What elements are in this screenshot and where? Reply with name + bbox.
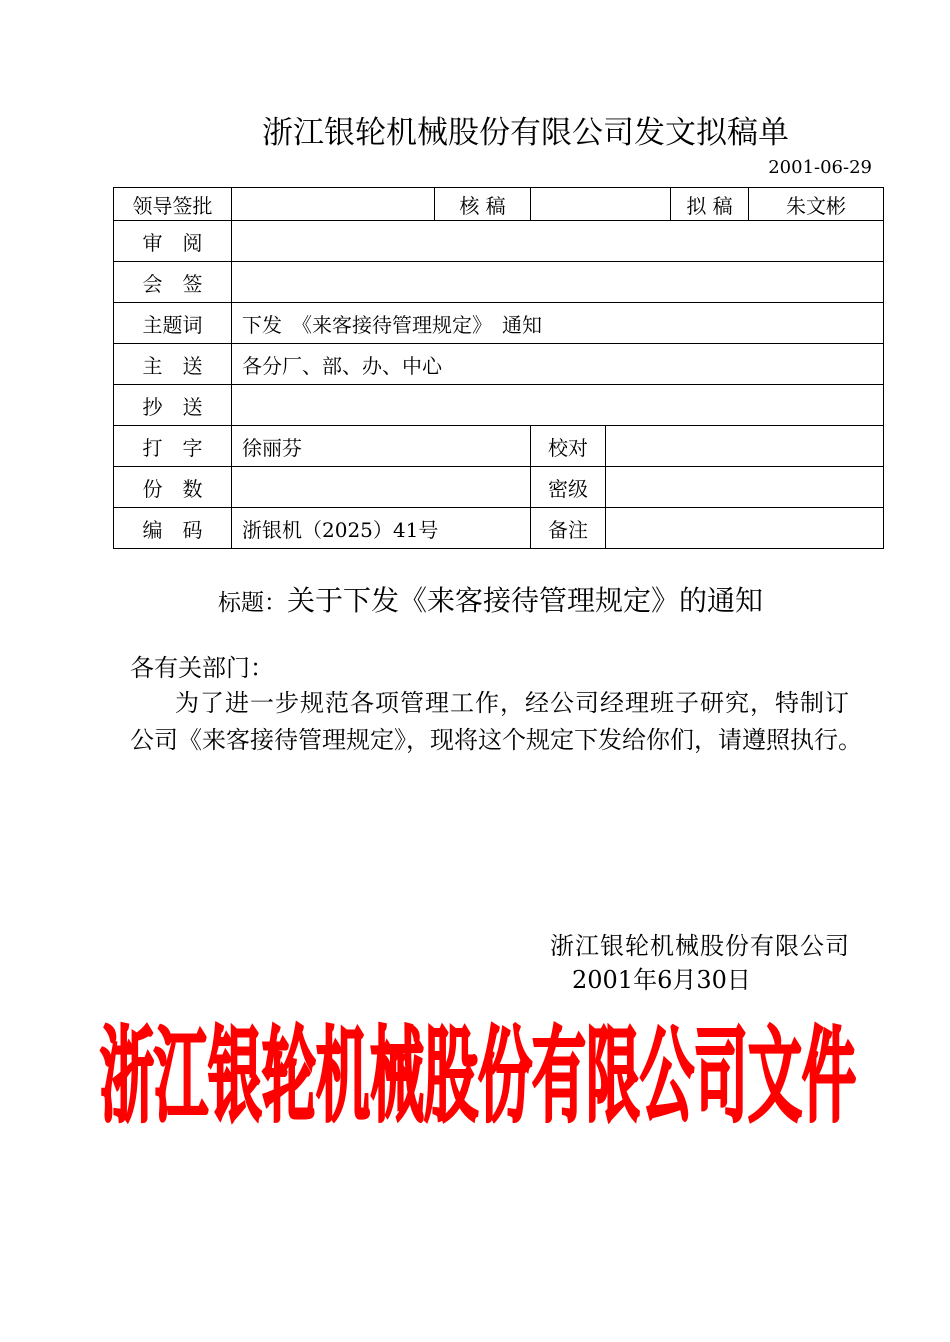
row-value-secondary [606, 426, 884, 467]
red-document-header: 浙江银轮机械股份有限公司文件 [100, 1016, 856, 1137]
row-label: 编 码 [114, 508, 232, 549]
leader-approval-label: 领导签批 [114, 188, 232, 221]
draft-label: 拟 稿 [671, 188, 749, 221]
row-value [232, 467, 531, 508]
row-label-secondary: 校对 [531, 426, 606, 467]
row-label-secondary: 备注 [531, 508, 606, 549]
row-value [232, 221, 884, 262]
row-label: 打 字 [114, 426, 232, 467]
row-label: 份 数 [114, 467, 232, 508]
form-row-review [114, 221, 884, 262]
row-value: 浙银机（2025）41号 [232, 508, 531, 549]
row-value: 徐丽芬 [232, 426, 531, 467]
heading-label: 标题： [218, 590, 287, 616]
form-title: 浙江银轮机械股份有限公司发文拟稿单 [262, 115, 789, 151]
form-header-row [114, 188, 884, 221]
drafter-value: 朱文彬 [749, 188, 884, 221]
form-row-typist [114, 426, 884, 467]
row-label: 主 送 [114, 344, 232, 385]
signature-org: 浙江银轮机械股份有限公司 [550, 932, 850, 960]
leader-approval-value [232, 188, 435, 221]
review-value [531, 188, 671, 221]
draft-form-table [113, 187, 884, 549]
body-line: 为了进一步规范各项管理工作，经公司经理班子研究，特制订 [175, 689, 850, 717]
row-value: 各分厂、部、办、中心 [232, 344, 884, 385]
row-label-secondary: 密级 [531, 467, 606, 508]
row-value: 下发 《来客接待管理规定》 通知 [232, 303, 884, 344]
row-label: 会 签 [114, 262, 232, 303]
row-label: 审 阅 [114, 221, 232, 262]
row-value [232, 262, 884, 303]
row-value [232, 385, 884, 426]
signature-date: 2001年6月30日 [572, 966, 751, 994]
form-row-keywords [114, 303, 884, 344]
salutation: 各有关部门： [130, 654, 274, 682]
notice-heading [218, 582, 763, 624]
form-row-copies [114, 467, 884, 508]
review-label: 核 稿 [435, 188, 531, 221]
row-value-secondary [606, 508, 884, 549]
form-row-countersign [114, 262, 884, 303]
row-label: 主题词 [114, 303, 232, 344]
form-row-main-recipient [114, 344, 884, 385]
form-row-code [114, 508, 884, 549]
row-label: 抄 送 [114, 385, 232, 426]
form-row-cc [114, 385, 884, 426]
body-line: 公司《来客接待管理规定》，现将这个规定下发给你们，请遵照执行。 [130, 726, 862, 754]
heading-text: 关于下发《来客接待管理规定》的通知 [287, 584, 764, 617]
row-value-secondary [606, 467, 884, 508]
form-date: 2001-06-29 [768, 157, 872, 178]
